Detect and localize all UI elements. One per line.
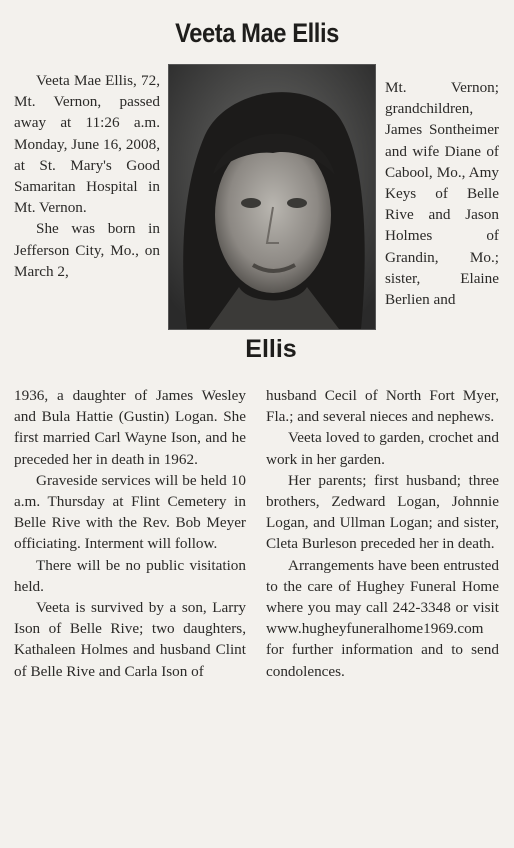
photo-caption: Ellis [245, 335, 297, 363]
paragraph: Her parents; first husband; three brothers, Zedward Logan, Johnnie Logan, and Ullman Logan; and sister, Cleta Burleson preceded her in death. [266, 471, 499, 553]
paragraph: Veeta is survived by a son, Larry Ison of Belle Rive; two daughters, Kathaleen Holmes and husband Clint of Belle Rive and Carla Ison of [14, 599, 246, 680]
left-column-bottom [14, 385, 246, 682]
paragraph: husband Cecil of North Fort Myer, Fla.; and several nieces and nephews. [266, 387, 499, 426]
portrait-photo [168, 64, 376, 330]
paragraph: She was born in Jefferson City, Mo., on March 2, [14, 220, 160, 280]
paragraph: 1936, a daughter of James Wesley and Bula Hattie (Gustin) Logan. She first married Carl Wayne Ison, and he preceded her in death in 1962. [14, 387, 246, 468]
paragraph: Veeta loved to garden, crochet and work in her garden. [266, 429, 499, 468]
paragraph: There will be no public visitation held. [14, 556, 246, 595]
portrait-image [169, 65, 375, 329]
left-column-top [14, 70, 160, 282]
right-column-bottom [266, 385, 499, 682]
paragraph: Veeta Mae Ellis, 72, Mt. Vernon, passed away at 11:26 a.m. Monday, June 16, 2008, at St. Mary's Good Samaritan Hospital in Mt. Vernon. [14, 72, 160, 217]
paragraph: Graveside services will be held 10 a.m. Thursday at Flint Cemetery in Belle Rive with the Rev. Bob Meyer officiating. Interment will follow. [14, 471, 246, 553]
paragraph: Arrangements have been entrusted to the care of Hughey Funeral Home where you may call 242-3348 or visit www.hugheyfuneralhome1969.com for further information and to send condolences. [266, 556, 499, 680]
right-column-top [385, 77, 499, 310]
obituary-title: Veeta Mae Ellis [175, 18, 339, 48]
paragraph: Mt. Vernon; grandchildren, James Sontheimer and wife Diane of Cabool, Mo., Amy Keys of Belle Rive and Jason Holmes of Grandin, Mo.; sister, Elaine Berlien and [385, 79, 499, 309]
